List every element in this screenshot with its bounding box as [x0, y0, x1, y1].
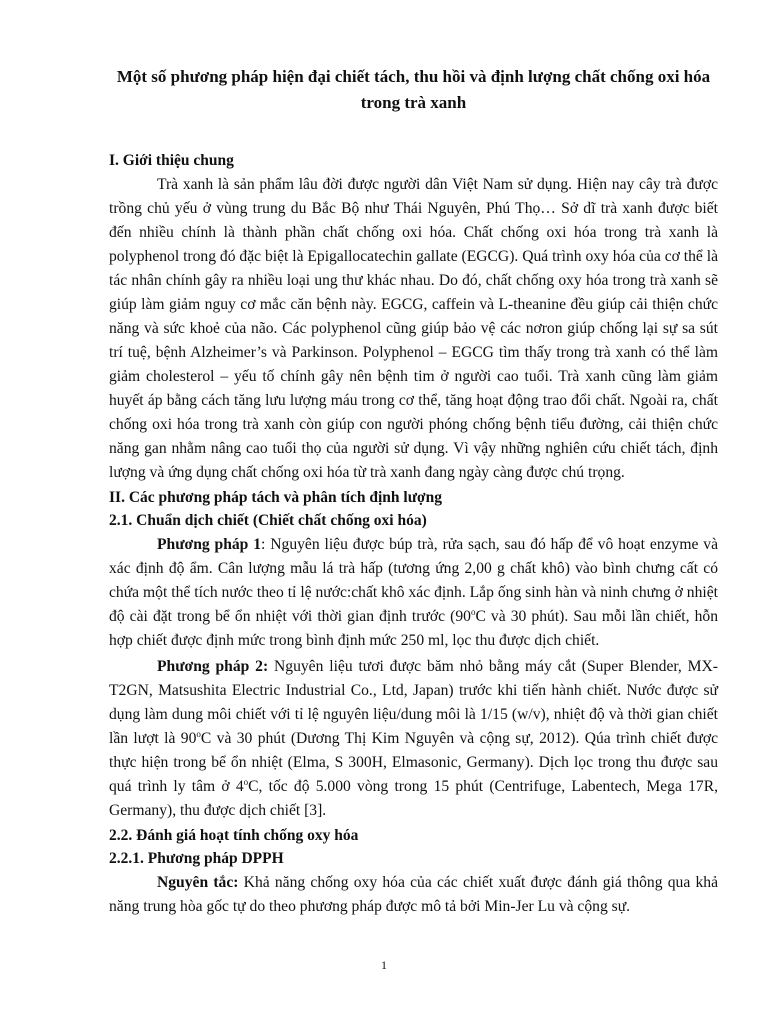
principle-paragraph	[109, 871, 718, 919]
principle-text: Khả năng chống oxy hóa của các chiết xuất được đánh giá thông qua khả năng trung hòa gốc tự do theo phương pháp được mô tả bởi Min-Jer Lu và cộng sự.	[109, 874, 718, 915]
method-2-text-a: Nguyên liệu tươi được băm nhỏ bằng máy cắt (Super Blender, MX-T2GN, Matsushita Electric Industrial Co., Ltd, Japan) trước khi tiến hành chiết. Nước được sử dụng làm dung môi chiết với tỉ lệ nguyên liệu/dung môi là 1/15 (w/v), nhiệt độ và thời gian chiết lần lượt là 90	[109, 658, 718, 747]
method-1-label: Phương pháp 1	[157, 536, 262, 553]
method-2-text-b: C và 30 phút (Dương Thị Kim Nguyên và cộng sự, 2012). Qúa trình chiết được thực hiện trong bể ổn nhiệt (Elma, S 300H, Elmasonic, Germany). Dịch lọc trong thu được sau quá trình ly tâm ở 4	[109, 730, 718, 795]
method-1-paragraph	[109, 533, 718, 653]
intro-paragraph: Trà xanh là sản phẩm lâu đời được người dân Việt Nam sử dụng. Hiện nay cây trà được trồng chủ yếu ở vùng trung du Bắc Bộ như Thái Nguyên, Phú Thọ… Sở dĩ trà xanh được biết đến nhiều chính là thành phần chất chống oxi hóa. Chất chống oxi hóa trong trà xanh là polyphenol trong đó đặc biệt là Epigallocatechin gallate (EGCG). Quá trình oxy hóa của cơ thể là tác nhân chính gây ra nhiều loại ung thư khác nhau. Do đó, chất chống oxy hóa trong trà xanh sẽ giúp làm giảm nguy cơ mắc căn bệnh này. EGCG, caffein và L-theanine đều giúp cải thiện chức năng và sức khoẻ của não. Các polyphenol cũng giúp bảo vệ các nơron giúp chống lại sự sa sút trí tuệ, bệnh Alzheimer’s và Parkinson. Polyphenol – EGCG tìm thấy trong trà xanh có thể làm giảm cholesterol – yếu tố chính gây nên bệnh tim ở người cao tuổi. Trà xanh cũng làm giảm huyết áp bằng cách tăng lưu lượng máu trong cơ thể, tăng hoạt động trao đổi chất. Ngoài ra, chất chống oxi hóa trong trà xanh còn giúp con người phóng chống bệnh tiểu đường, cải thiện chức năng gan nhằm nâng cao tuổi thọ của người sử dụng. Vì vậy những nghiên cứu chiết tách, định lượng và ứng dụng chất chống oxi hóa từ trà xanh đang ngày càng được chú trọng.	[109, 176, 718, 481]
document-title: Một số phương pháp hiện đại chiết tách, thu hồi và định lượng chất chống oxi hóa trong trà xanh	[116, 67, 711, 112]
degree-superscript: o	[470, 606, 476, 617]
page-number: 1	[381, 958, 387, 972]
subsection-heading-antioxidant: 2.2. Đánh giá hoạt tính chống oxy hóa	[109, 827, 359, 844]
section-heading-intro: I. Giới thiệu chung	[109, 152, 234, 169]
subsection-heading-dpph: 2.2.1. Phương pháp DPPH	[109, 850, 284, 867]
degree-superscript: o	[196, 728, 201, 739]
method-1-text-a: : Nguyên liệu được búp trà, rửa sạch, sau đó hấp để vô hoạt enzyme và xác định độ ẩm. Cân lượng mẫu lá trà hấp (tương ứng 2,00 g chất khô) vào bình chưng cất có chứa một thể tích nước theo tỉ lệ nước:chất khô xác định. Lắp ống sinh hàn và ninh chưng ở nhiệt độ cài đặt trong bể ổn nhiệt với thời gian định trước (90	[109, 536, 718, 625]
degree-superscript: o	[243, 776, 249, 787]
section-heading-methods: II. Các phương pháp tách và phân tích định lượng	[109, 489, 442, 506]
method-2-paragraph	[109, 655, 718, 823]
principle-label: Nguyên tắc:	[157, 874, 239, 891]
method-2-label: Phương pháp 2:	[157, 658, 269, 675]
method-1-text-b: C và 30 phút). Sau mỗi lần chiết, hỗn hợp chiết được định mức trong bình định mức 250 ml, lọc thu được dịch chiết.	[109, 608, 719, 649]
method-2-text-c: C, tốc độ 5.000 vòng trong 15 phút (Centrifuge, Labentech, Mega 17R, Germany), thu được dịch chiết [3].	[109, 778, 718, 819]
subsection-heading-extraction: 2.1. Chuẩn dịch chiết (Chiết chất chống oxi hóa)	[109, 512, 427, 529]
